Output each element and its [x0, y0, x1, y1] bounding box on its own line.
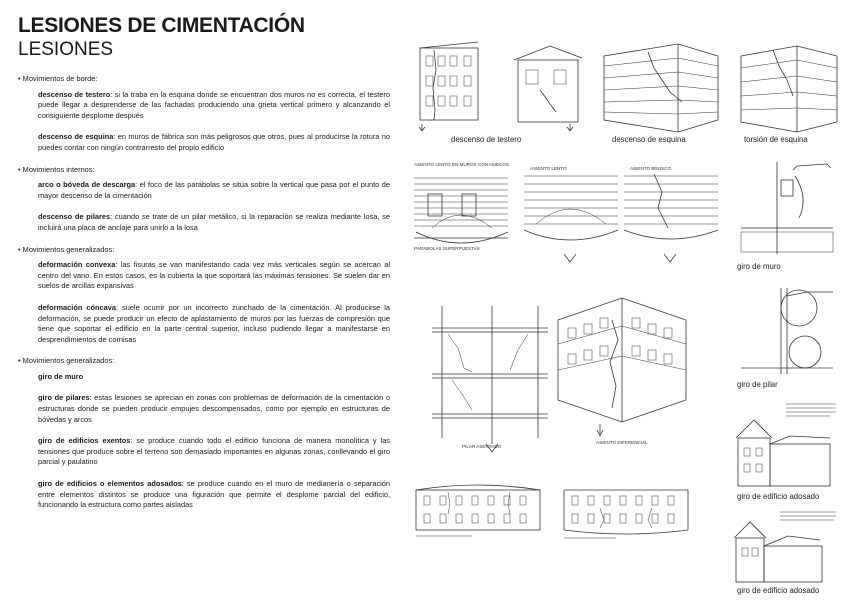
deformacion-convexa-sketch [412, 480, 544, 542]
caption-giro-adosado-1: giro de edificio adosado [737, 492, 820, 501]
giro-adosado-sketch-1 [730, 398, 842, 490]
item-term: descenso de testero [38, 89, 111, 99]
asientos-sketch [412, 158, 724, 270]
section-item [18, 393, 390, 425]
giro-adosado-sketch-2 [730, 508, 842, 586]
section-heading: • Movimientos generalizados: [18, 356, 115, 366]
section-item [18, 372, 390, 383]
item-term: giro de edificios exentos [38, 436, 131, 446]
item-text: : cuando se trate de un pilar metálico, si la reparación se realiza mediante losa, se incluirá una placa de anclaje para unirlo a la losa [38, 212, 391, 232]
item-text: : las fisuras se van manifestando cada vez más verticales según se acercan al centro del vano. En estos casos, es la cubierta la que soportará las máximas tensiones. Se suelen dar en suelos de arcillas expansivas [38, 260, 390, 291]
item-text: : estas lesiones se aprecian en zonas con problemas de deformación de la cimentación o estructuras donde se pueden producir empujes descompensados, como por ejemplo en estructuras de bóvedas y arcos [38, 393, 390, 424]
item-text: : si la traba en la esquina donde se encuentran dos muros no es correcta, el testero puede llegar a desprenderse de las fachadas produciendo una grieta vertical primero y alcanzando el consiguiente desplome después [38, 89, 390, 120]
section-heading: • Movimientos internos: [18, 164, 95, 174]
item-term: descenso de pilares [38, 212, 111, 222]
section-item [18, 479, 390, 511]
torsion-esquina-sketch [737, 38, 841, 134]
section-heading: • Movimientos de borde: [18, 74, 98, 83]
section-item [18, 303, 390, 345]
section-item [18, 180, 390, 201]
caption-giro-muro: giro de muro [737, 262, 781, 271]
label-parabolas: PARABOLAS SUPERPUESTAS [414, 246, 480, 251]
deformacion-concava-sketch [560, 480, 692, 542]
section-item [18, 436, 390, 468]
item-term: giro de edificios o elementos adosados [38, 479, 182, 489]
pilar-asentado-sketch [428, 298, 552, 454]
item-text: : suele ocurrir por un incorrecto zunchado de la cimentación. Al producirse la deformación, se puede producir un efecto de aplastamiento de muros por las fuerzas de compresión que tiene que soportar el edificio en la parte central superior, incluso pudiendo llegar a manifestarse en desprendimientos de cornisas [38, 302, 390, 344]
label-asiento-diferencial: ASIENTO DIFERENCIAL [596, 440, 648, 445]
page-subtitle: LESIONES [18, 39, 114, 60]
item-term: giro de pilares [38, 393, 90, 403]
section-item [18, 260, 390, 292]
item-text: : se produce cuando en el muro de medianería o separación entre elementos distintos se produce una figuración que permite el desplome parcial del edificio, funcionando la estructura como partes aisladas [38, 479, 391, 510]
item-term: giro de muro [38, 371, 84, 381]
section-item [18, 212, 390, 233]
item-term: descenso de esquina [38, 132, 114, 142]
caption-torsion-esquina: torsión de esquina [744, 135, 808, 144]
item-term: arco o bóveda de descarga [38, 180, 136, 190]
caption-descenso-esquina: descenso de esquina [612, 135, 686, 144]
giro-muro-sketch [737, 158, 837, 258]
text-column [18, 74, 390, 522]
item-term: deformación cóncava [38, 302, 116, 312]
caption-giro-pilar: giro de pilar [737, 380, 778, 389]
caption-giro-adosado-2: giro de edificio adosado [737, 586, 820, 595]
section-item [18, 132, 390, 153]
item-text: : en muros de fábrica son más peligrosos que otros, pues al producirse la rotura no puedes contar con ningún contrarresto del propio edificio [38, 132, 390, 152]
descenso-testero-sketch-2 [510, 40, 586, 132]
descenso-testero-sketch-1 [414, 40, 490, 132]
descenso-esquina-sketch [598, 38, 724, 134]
label-asiento-brusco: ASIENTO BRUSCO [630, 166, 672, 171]
label-asiento-huecos: ASIENTO LENTO EN MUROS CON HUECOS [414, 162, 510, 167]
label-asiento-lento: ASIENTO LENTO [530, 166, 567, 171]
giro-pilar-sketch [737, 286, 837, 376]
label-pilar-asentado: PILAR ASENTADO [462, 444, 502, 449]
section-heading: • Movimientos generalizados: [18, 244, 115, 254]
item-text: : se produce cuando todo el edificio funciona de manera monolítica y las tensiones que produce sobre el terreno son demasiado importantes en algunas zonas, conllevando el giro parcial y paulatino [38, 436, 391, 467]
item-term: deformación convexa [38, 260, 116, 270]
caption-descenso-testero: descenso de testero [451, 135, 522, 144]
section-item [18, 90, 390, 122]
page-title: LESIONES DE CIMENTACIÓN [18, 14, 305, 37]
item-text: : el foco de las parábolas se sitúa sobre la vertical que pasa por el punto de mayor descenso de la cimentación [38, 180, 390, 200]
asiento-diferencial-sketch [552, 290, 692, 450]
